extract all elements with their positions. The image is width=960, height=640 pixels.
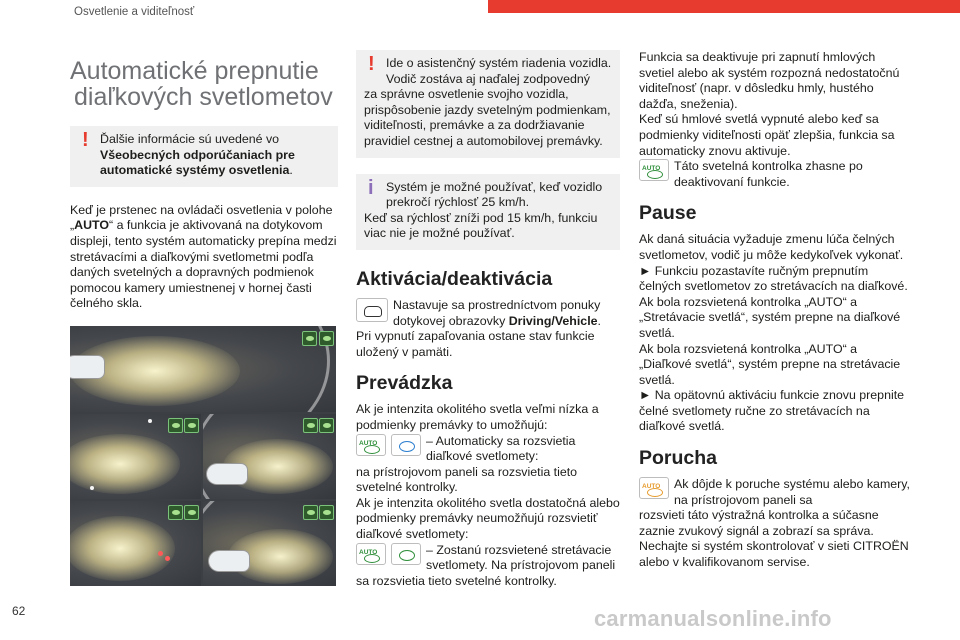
operation-item-1 (356, 434, 620, 465)
illustration-headlamp-scenes (70, 326, 336, 586)
intro-bold: AUTO (74, 218, 110, 233)
pause-body: Ak daná situácia vyžaduje zmenu lúča čelných svetlometov, vodič ju môže kedykoľvek vykonať. ► Funkciu pozastavíte ručným prepnutím čelných svetlometov zo stretávacích na diaľkové. Ak bola rozsvietená kontrolka „AUTO“ a „Stretávacie svetlá“, systém prepne na diaľkové svetlá. Ak bola rozsvietená kontrolka „AUTO“ a „Diaľkové svetlá“, systém prepne na stretávacie svetlá. ► Na opätovnú aktiváciu funkcie znovu prepnite čelné svetlomety ručne zo stretávacích na diaľkové svetlá. (639, 232, 908, 434)
column-right (639, 50, 911, 571)
fault-first: Ak dôjde k poruche systému alebo kamery, na prístrojovom paneli sa (674, 477, 910, 507)
page-number: 62 (12, 604, 26, 618)
intro-post: “ a funkcia je aktivovaná na dotykovom displeji, tento systém automaticky prepína medzi stretávacími a diaľkovými svetlometmi podľa daných svetelných a dopravných podmienok pomocou kamery umiestnenej v hornej časti čelného skla. (70, 218, 337, 311)
info-rest: Keď sa rýchlosť zníži pod 15 km/h, funkciu viac nie je možné používať. (364, 210, 598, 241)
info-first: Systém je možné používať, keď vozidlo prekročí rýchlosť 25 km/h. (386, 179, 603, 210)
activation-text-post: . (597, 313, 601, 328)
note-text (100, 132, 330, 179)
operation-after-2: sa rozsvietia tieto svetelné kontrolky. (356, 573, 557, 588)
auto-lamp-icon (356, 434, 386, 456)
info-icon: i (368, 176, 374, 199)
lamp-off-row (639, 159, 911, 190)
fault-row (639, 477, 911, 508)
warning-first: Ide o asistenčný systém riadenia vozidla. Vodič zostáva aj naďalej zodpovedný (386, 56, 612, 86)
info-callout (356, 174, 620, 250)
warning-callout (356, 50, 620, 158)
activation-text (393, 298, 620, 329)
activation-row (356, 298, 620, 329)
page-title (70, 58, 338, 110)
operation-item-2 (356, 543, 620, 574)
section-title-pause: Pause (639, 202, 697, 225)
operation-item-2-text: – Zostanú rozsvietené stretávacie svetlomety. Na prístrojovom paneli (426, 542, 616, 573)
scene-tile-2b (203, 414, 336, 499)
fault-rest: rozsvieti táto výstražná kontrolka a súčasne zaznie zvukový signál a zobrazí sa správa. Nechajte si systém skontrolovať v sieti CITROËN alebo v kvalifikovanom servise. (639, 508, 909, 570)
activation-text-pre: Nastavuje sa prostredníctvom ponuky dotykovej obrazovky (393, 297, 601, 328)
title-line-2: diaľkových svetlometov (74, 83, 333, 111)
column-left (70, 50, 338, 586)
column-middle (356, 50, 620, 589)
auto-lamp-icon (639, 159, 669, 181)
headlamp-icon (391, 543, 421, 565)
note-callout (70, 126, 338, 187)
deactivation-text: Funkcia sa deaktivuje pri zapnutí hmlových svetiel alebo ak systém rozpozná nedostatočnú viditeľnosť (napr. v dôsledku hmly, hustého dažďa, sneženia). Keď sú hmlové svetlá vypnuté alebo keď sa podmienky viditeľnosti opäť zlepšia, funkcia sa automaticky znovu aktivuje. (639, 50, 900, 158)
auto-lamp-warning-icon (639, 477, 669, 499)
car-icon (356, 298, 388, 322)
exclamation-icon: ! (368, 53, 375, 75)
watermark: carmanualsonline.info (594, 606, 832, 631)
running-head: Osvetlenie a viditeľnosť (74, 6, 195, 18)
note-text-bold: Všeobecných odporúčaniach pre automatické systémy osvetlenia (100, 147, 295, 178)
note-text-pre: Ďalšie informácie sú uvedené vo (100, 132, 280, 146)
scene-tile-3b (203, 501, 336, 586)
operation-item-1-text: – Automaticky sa rozsvietia diaľkové svetlomety: (426, 433, 576, 464)
warning-rest: za správne osvetlenie svojho vozidla, prispôsobenie jazdy svetelným podmienkam, viditeľnosti, premávke a za dodržiavanie pravidiel cestnej a automobilovej premávky. (364, 87, 611, 148)
scene-tile-2a (70, 414, 201, 499)
exclamation-icon: ! (82, 129, 89, 151)
section-title-activation: Aktivácia/deaktivácia (356, 267, 553, 290)
intro-paragraph (70, 203, 338, 312)
headlamp-icon (391, 434, 421, 456)
operation-intro-2: Ak je intenzita okolitého svetla dostatočná alebo podmienky premávky neumožňujú rozsvietiť diaľkové svetlomety: (356, 495, 620, 542)
header-accent-bar (488, 0, 960, 13)
activation-note: Pri vypnutí zapaľovania ostane stav funkcie uložený v pamäti. (356, 329, 595, 359)
auto-lamp-icon (356, 543, 386, 565)
scene-tile-3a (70, 501, 201, 586)
intro-pre: Keď je prstenec na ovládači osvetlenia v polohe „ (70, 202, 333, 233)
scene-tile-top (70, 326, 336, 412)
operation-after-1: na prístrojovom paneli sa rozsvietia tieto svetelné kontrolky. (356, 464, 578, 495)
note-text-post: . (289, 163, 293, 178)
operation-intro: Ak je intenzita okolitého svetla veľmi nízka a podmienky premávky to umožňujú: (356, 402, 599, 432)
title-line-1: Automatické prepnutie (70, 57, 319, 85)
section-title-operation: Prevádzka (356, 372, 453, 395)
lamp-off-text: Táto svetelná kontrolka zhasne po deaktivovaní funkcie. (674, 159, 863, 189)
activation-menu-name: Driving/Vehicle (508, 313, 598, 328)
section-title-fault: Porucha (639, 447, 718, 470)
